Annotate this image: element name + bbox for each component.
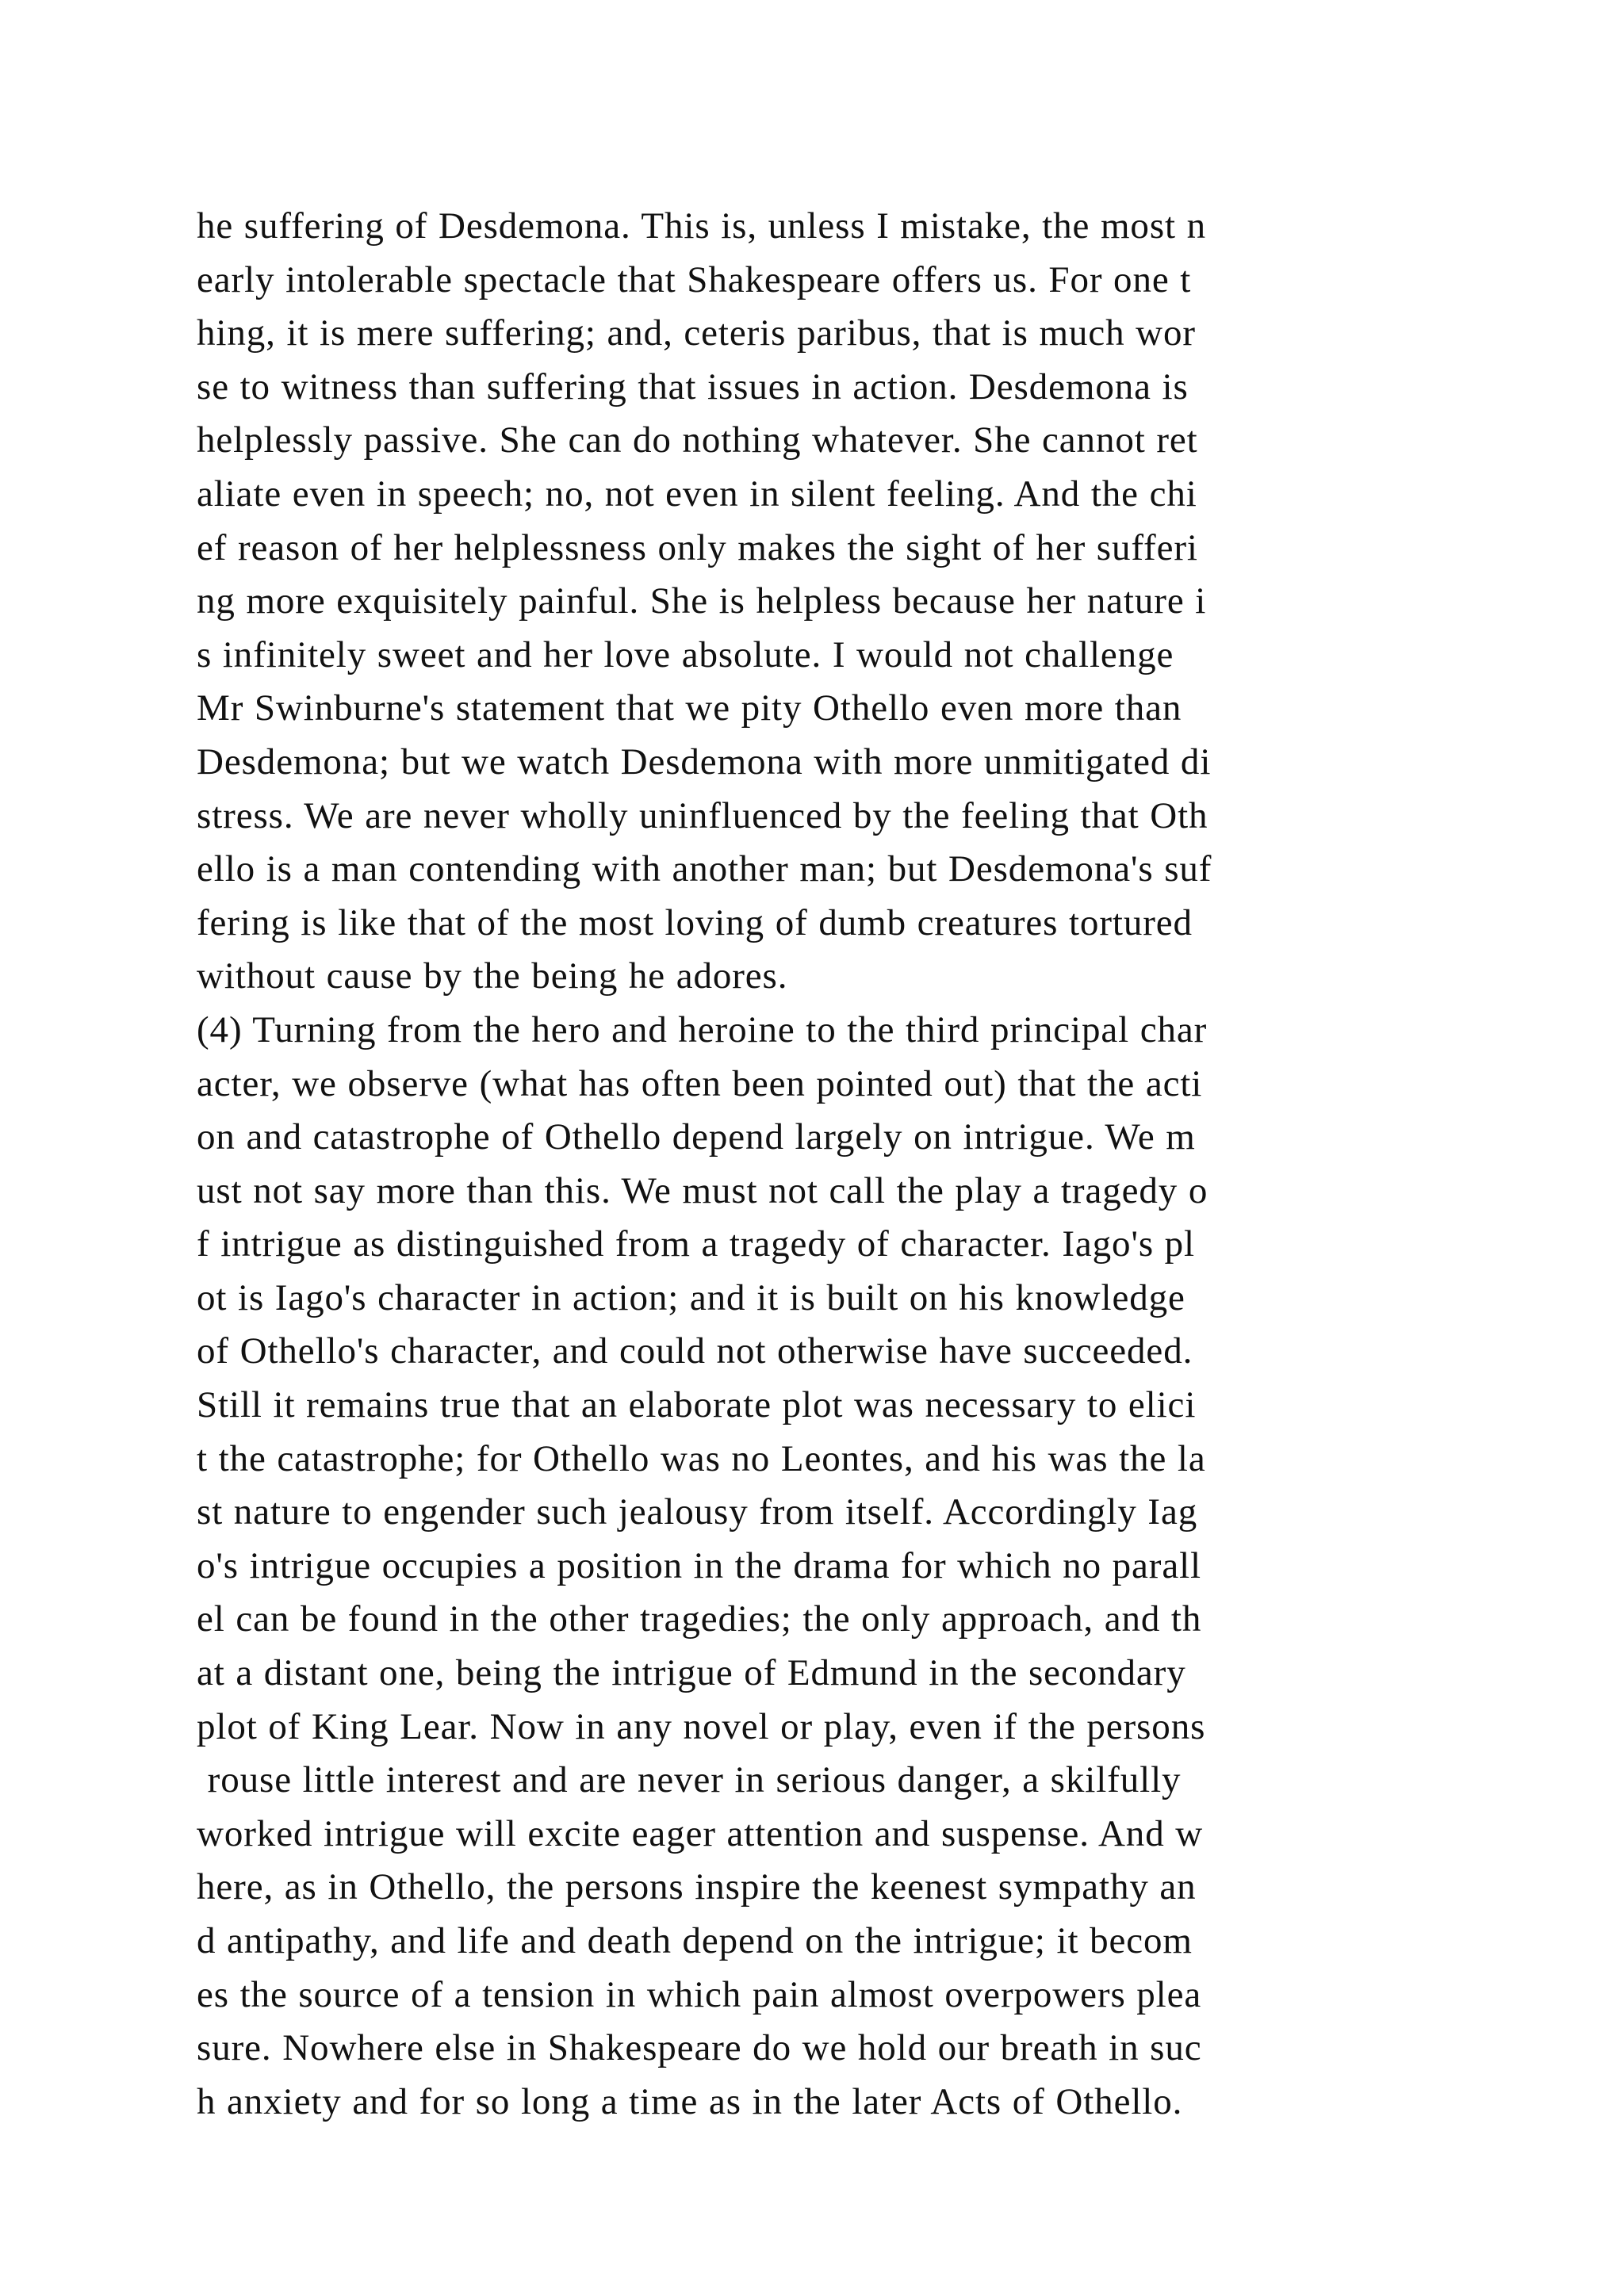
text-line: es the source of a tension in which pain almost overpowers plea xyxy=(197,1973,1202,2015)
text-line: ello is a man contending with another man; but Desdemona's suf xyxy=(197,848,1212,890)
text-line: ef reason of her helplessness only makes the sight of her sufferi xyxy=(197,526,1198,568)
text-line: Mr Swinburne's statement that we pity Othello even more than xyxy=(197,687,1182,729)
text-line: h anxiety and for so long a time as in the later Acts of Othello. xyxy=(197,2080,1183,2122)
text-line: acter, we observe (what has often been pointed out) that the acti xyxy=(197,1062,1203,1104)
text-line: ot is Iago's character in action; and it is built on his knowledge xyxy=(197,1276,1185,1318)
text-line: aliate even in speech; no, not even in silent feeling. And the chi xyxy=(197,473,1197,515)
text-line: el can be found in the other tragedies; the only approach, and th xyxy=(197,1598,1202,1640)
text-line: rouse little interest and are never in serious danger, a skilfully xyxy=(197,1759,1182,1801)
text-line: o's intrigue occupies a position in the drama for which no parall xyxy=(197,1544,1202,1586)
text-line: on and catastrophe of Othello depend largely on intrigue. We m xyxy=(197,1116,1196,1158)
text-line: se to witness than suffering that issues in action. Desdemona is xyxy=(197,365,1189,408)
text-line: he suffering of Desdemona. This is, unless I mistake, the most n xyxy=(197,205,1207,247)
text-line: at a distant one, being the intrigue of Edmund in the secondary xyxy=(197,1652,1186,1694)
text-line: early intolerable spectacle that Shakespeare offers us. For one t xyxy=(197,258,1192,300)
text-line: of Othello's character, and could not otherwise have succeeded. xyxy=(197,1330,1193,1372)
text-line: sure. Nowhere else in Shakespeare do we hold our breath in suc xyxy=(197,2027,1202,2069)
text-line: fering is like that of the most loving of dumb creatures tortured xyxy=(197,901,1193,943)
text-line: Still it remains true that an elaborate plot was necessary to elici xyxy=(197,1384,1197,1426)
text-line: helplessly passive. She can do nothing whatever. She cannot ret xyxy=(197,419,1198,461)
text-line: t the catastrophe; for Othello was no Leontes, and his was the la xyxy=(197,1437,1206,1479)
text-line: st nature to engender such jealousy from itself. Accordingly Iag xyxy=(197,1491,1198,1533)
paragraph-start-line: (4) Turning from the hero and heroine to the third principal char xyxy=(197,1008,1208,1050)
text-line: d antipathy, and life and death depend on the intrigue; it becom xyxy=(197,1920,1193,1961)
text-line: Desdemona; but we watch Desdemona with more unmitigated di xyxy=(197,740,1212,783)
text-line: ng more exquisitely painful. She is helpless because her nature i xyxy=(197,580,1207,622)
body-text xyxy=(197,200,1450,2129)
text-line: plot of King Lear. Now in any novel or play, even if the persons xyxy=(197,1705,1206,1747)
text-line: f intrigue as distinguished from a tragedy of character. Iago's pl xyxy=(197,1223,1196,1265)
text-line: here, as in Othello, the persons inspire the keenest sympathy an xyxy=(197,1866,1197,1908)
text-line: worked intrigue will excite eager attention and suspense. And w xyxy=(197,1812,1204,1854)
text-line: hing, it is mere suffering; and, ceteris paribus, that is much wor xyxy=(197,312,1196,354)
text-line: s infinitely sweet and her love absolute. I would not challenge xyxy=(197,633,1174,675)
text-line: ust not say more than this. We must not call the play a tragedy o xyxy=(197,1169,1208,1211)
text-line: without cause by the being he adores. xyxy=(197,955,788,997)
text-line: stress. We are never wholly uninfluenced by the feeling that Oth xyxy=(197,794,1208,836)
